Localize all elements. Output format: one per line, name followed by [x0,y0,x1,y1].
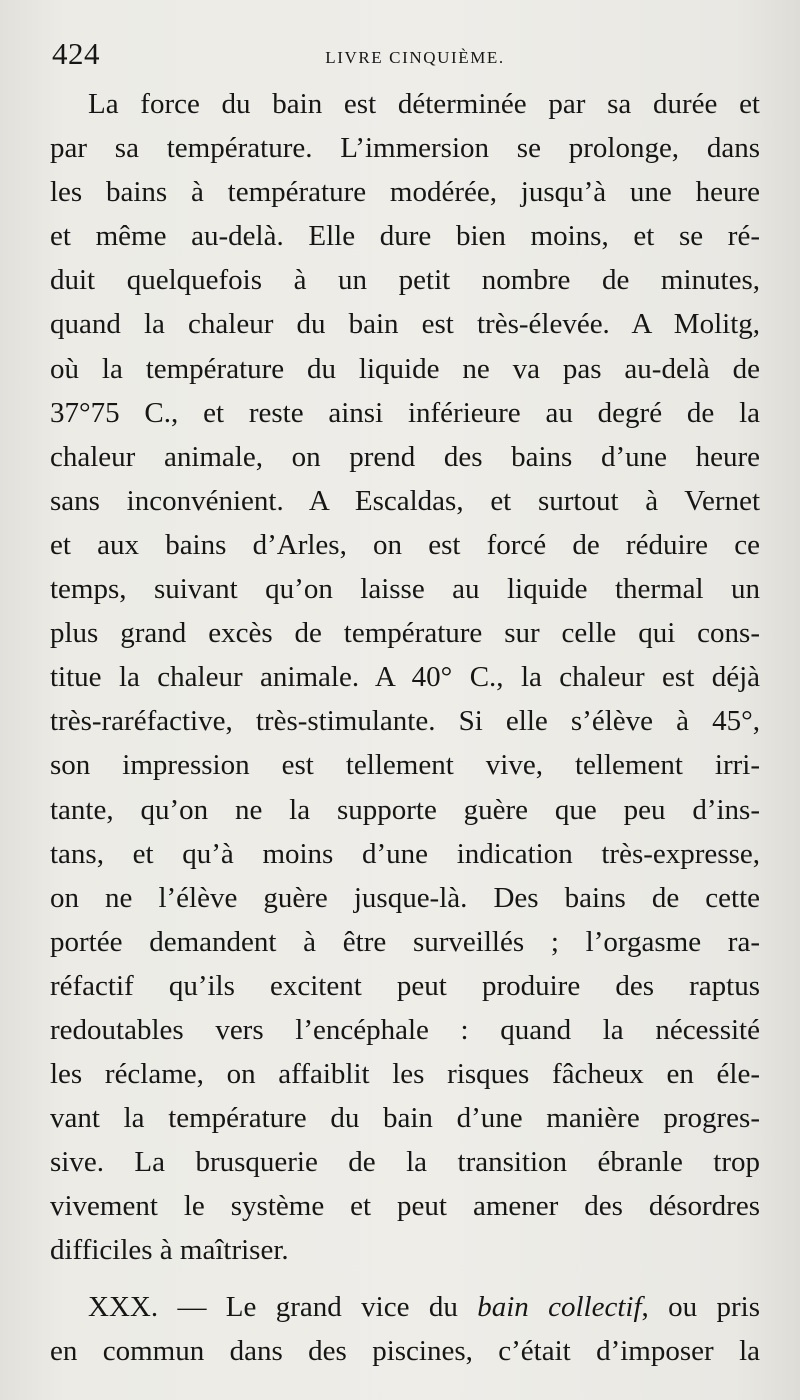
text-line: tans, et qu’à moins d’une indication très-expresse, [50,837,760,870]
text-line: portée demandent à être surveillés ; l’orgasme ra- [50,925,760,958]
text-line: sans inconvénient. A Escaldas, et surtout à Vernet [50,484,760,517]
text-line: redoutables vers l’encéphale : quand la nécessité [50,1013,760,1046]
text-line: tante, qu’on ne la supporte guère que peu d’ins- [50,793,760,826]
text-line: quand la chaleur du bain est très-élevée. A Molitg, [50,308,760,341]
text-line: duit quelquefois à un petit nombre de minutes, [50,264,760,297]
text-line: sive. La brusquerie de la transition ébranle trop [50,1146,760,1179]
text-line: vivement le système et peut amener des désordres [50,1190,760,1223]
text-line: difficiles à maîtriser. [50,1234,289,1267]
text-line: temps, suivant qu’on laisse au liquide thermal un [50,573,760,606]
text-run: , ou pris [641,1290,760,1323]
text-line: par sa température. L’immersion se prolonge, dans [50,132,760,165]
paragraph [50,82,760,1273]
text-line: et même au-delà. Elle dure bien moins, et se ré- [50,220,760,253]
text-line: son impression est tellement vive, tellement irri- [50,749,760,782]
text-line: très-raréfactive, très-stimulante. Si elle s’élève à 45°, [50,705,760,738]
text-line: les bains à température modérée, jusqu’à une heure [50,176,760,209]
text-line: on ne l’élève guère jusque-là. Des bains de cette [50,881,760,914]
text-line: où la température du liquide ne va pas au-delà de [50,352,760,385]
text-line: réfactif qu’ils excitent peut produire des raptus [50,969,760,1002]
text-line: titue la chaleur animale. A 40° C., la chaleur est déjà [50,661,760,694]
text-line: et aux bains d’Arles, on est forcé de réduire ce [50,528,760,561]
section-number-text: XXX. — Le grand vice du [88,1290,478,1323]
running-head: LIVRE CINQUIÈME. [325,48,505,67]
text-line: La force du bain est déterminée par sa durée et [88,88,760,120]
section-heading-line [50,1285,760,1329]
text-line: vant la température du bain d’une manière progres- [50,1102,760,1135]
text-line: 37°75 C., et reste ainsi inférieure au degré de la [50,396,760,429]
paragraph [50,1285,760,1373]
text-line: plus grand excès de température sur celle qui cons- [50,617,760,650]
text-line: les réclame, on affaiblit les risques fâcheux en éle- [50,1058,760,1091]
text-line: chaleur animale, on prend des bains d’une heure [50,440,760,473]
italic-term: bain collectif [477,1290,642,1323]
text-line: en commun dans des piscines, c’était d’imposer la [50,1334,760,1367]
body-text [50,82,760,1373]
page-number: 424 [52,36,100,71]
